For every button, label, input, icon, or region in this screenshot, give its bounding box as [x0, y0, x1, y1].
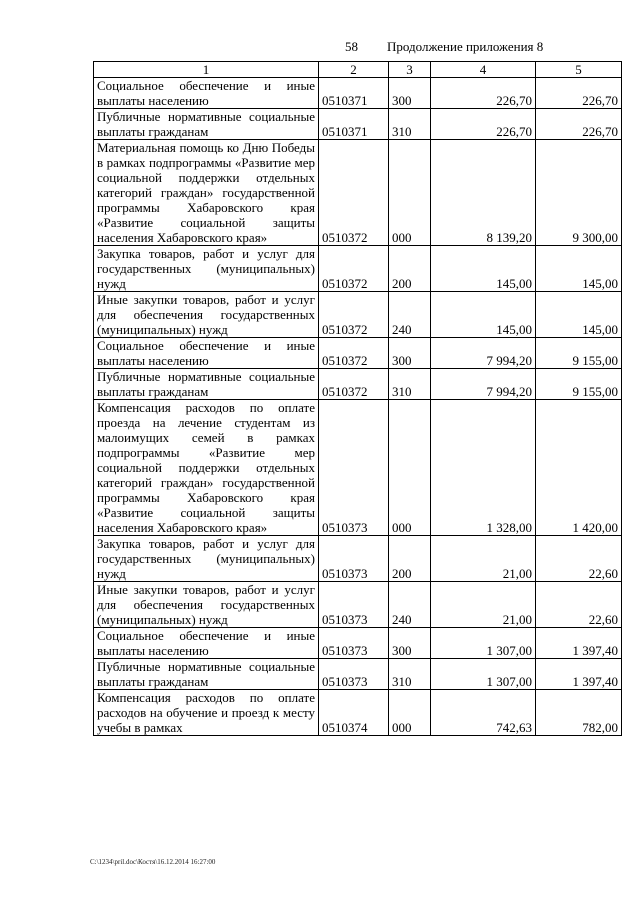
row-name: Социальное обеспечение и иные выплаты населению [94, 628, 319, 659]
row-value-2: 145,00 [536, 246, 622, 292]
row-value-2: 1 397,40 [536, 628, 622, 659]
row-value-2: 22,60 [536, 582, 622, 628]
row-name: Компенсация расходов по оплате расходов на обучение и проезд к месту учебы в рамках [94, 690, 319, 736]
table-row [94, 246, 622, 292]
row-value-1: 226,70 [431, 109, 536, 140]
row-code: 0510374 [319, 690, 389, 736]
row-name: Закупка товаров, работ и услуг для государственных (муниципальных) нужд [94, 246, 319, 292]
row-value-2: 1 397,40 [536, 659, 622, 690]
row-type: 000 [389, 140, 431, 246]
row-value-1: 226,70 [431, 78, 536, 109]
row-name: Материальная помощь ко Дню Победы в рамках подпрограммы «Развитие мер социальной поддержки отдельных категорий граждан» государственной программы Хабаровского края «Развитие социальной защиты населения Хабаровского края» [94, 140, 319, 246]
row-type: 310 [389, 369, 431, 400]
row-name: Публичные нормативные социальные выплаты гражданам [94, 659, 319, 690]
row-value-2: 9 155,00 [536, 338, 622, 369]
row-code: 0510373 [319, 536, 389, 582]
row-type: 000 [389, 690, 431, 736]
table-row [94, 292, 622, 338]
row-name: Публичные нормативные социальные выплаты гражданам [94, 369, 319, 400]
row-type: 310 [389, 109, 431, 140]
row-value-1: 742,63 [431, 690, 536, 736]
table-row [94, 338, 622, 369]
table-row [94, 536, 622, 582]
row-value-2: 1 420,00 [536, 400, 622, 536]
file-path-footer: C:\1234\pril.doc\Костя\16.12.2014 16:27:00 [90, 858, 216, 866]
table-row [94, 659, 622, 690]
row-value-1: 8 139,20 [431, 140, 536, 246]
row-value-2: 145,00 [536, 292, 622, 338]
row-code: 0510372 [319, 140, 389, 246]
column-header: 5 [536, 62, 622, 78]
row-value-1: 1 328,00 [431, 400, 536, 536]
row-value-1: 145,00 [431, 246, 536, 292]
row-code: 0510372 [319, 338, 389, 369]
row-name: Иные закупки товаров, работ и услуг для обеспечения государственных (муниципальных) нужд [94, 292, 319, 338]
row-value-1: 145,00 [431, 292, 536, 338]
row-code: 0510372 [319, 292, 389, 338]
table-row [94, 369, 622, 400]
row-value-1: 7 994,20 [431, 369, 536, 400]
row-name: Социальное обеспечение и иные выплаты населению [94, 338, 319, 369]
table-row [94, 582, 622, 628]
row-name: Иные закупки товаров, работ и услуг для обеспечения государственных (муниципальных) нужд [94, 582, 319, 628]
row-code: 0510372 [319, 246, 389, 292]
continuation-title: Продолжение приложения 8 [387, 39, 544, 54]
row-value-2: 9 155,00 [536, 369, 622, 400]
budget-table [93, 61, 622, 736]
column-header: 3 [389, 62, 431, 78]
row-value-1: 21,00 [431, 536, 536, 582]
row-type: 240 [389, 292, 431, 338]
row-name: Закупка товаров, работ и услуг для государственных (муниципальных) нужд [94, 536, 319, 582]
column-header: 1 [94, 62, 319, 78]
row-code: 0510371 [319, 78, 389, 109]
row-value-1: 1 307,00 [431, 628, 536, 659]
row-value-2: 226,70 [536, 78, 622, 109]
row-code: 0510372 [319, 369, 389, 400]
table-row [94, 78, 622, 109]
table-row [94, 628, 622, 659]
row-value-1: 21,00 [431, 582, 536, 628]
row-type: 200 [389, 246, 431, 292]
row-code: 0510373 [319, 628, 389, 659]
row-type: 300 [389, 338, 431, 369]
row-value-1: 7 994,20 [431, 338, 536, 369]
table-row [94, 109, 622, 140]
row-type: 300 [389, 78, 431, 109]
row-value-1: 1 307,00 [431, 659, 536, 690]
column-header: 4 [431, 62, 536, 78]
row-name: Социальное обеспечение и иные выплаты населению [94, 78, 319, 109]
column-header: 2 [319, 62, 389, 78]
row-name: Публичные нормативные социальные выплаты гражданам [94, 109, 319, 140]
row-code: 0510373 [319, 400, 389, 536]
row-value-2: 9 300,00 [536, 140, 622, 246]
row-code: 0510371 [319, 109, 389, 140]
row-name: Компенсация расходов по оплате проезда на лечение студентам из малоимущих семей в рамках подпрограммы «Развитие мер социальной поддержки отдельных категорий граждан» государственной программы Хабаровского края «Развитие социальной защиты населения Хабаровского края» [94, 400, 319, 536]
row-type: 200 [389, 536, 431, 582]
row-code: 0510373 [319, 582, 389, 628]
row-value-2: 22,60 [536, 536, 622, 582]
page-number: 58 [345, 39, 358, 54]
row-value-2: 782,00 [536, 690, 622, 736]
row-type: 000 [389, 400, 431, 536]
row-type: 310 [389, 659, 431, 690]
table-row [94, 140, 622, 246]
row-value-2: 226,70 [536, 109, 622, 140]
table-row [94, 690, 622, 736]
row-type: 240 [389, 582, 431, 628]
row-code: 0510373 [319, 659, 389, 690]
table-row [94, 400, 622, 536]
row-type: 300 [389, 628, 431, 659]
column-number-row [94, 62, 622, 78]
